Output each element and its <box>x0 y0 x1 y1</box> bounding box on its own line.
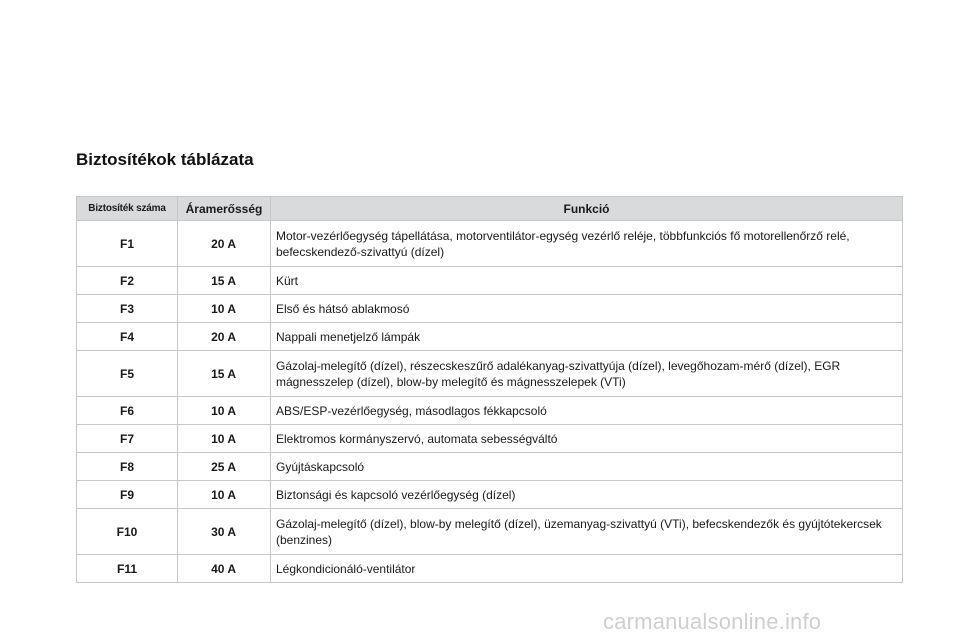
fuse-function: Gyújtáskapcsoló <box>271 453 903 481</box>
fuse-function: Biztonsági és kapcsoló vezérlőegység (dízel) <box>271 481 903 509</box>
fuse-amperage: 10 A <box>178 481 271 509</box>
fuse-number: F6 <box>77 397 178 425</box>
table-row <box>77 267 903 295</box>
fuse-function: Motor-vezérlőegység tápellátása, motorventilátor-egység vezérlő reléje, többfunkciós fő motorellenőrző relé, befecskendező-szivattyú (dízel) <box>271 221 903 267</box>
fuse-number: F8 <box>77 453 178 481</box>
fuse-table <box>76 196 903 583</box>
header-fuse-number: Biztosíték száma <box>77 197 178 221</box>
fuse-amperage: 10 A <box>178 295 271 323</box>
fuse-function: Légkondicionáló-ventilátor <box>271 555 903 583</box>
header-amperage: Áramerősség <box>178 197 271 221</box>
fuse-amperage: 10 A <box>178 425 271 453</box>
fuse-number: F11 <box>77 555 178 583</box>
fuse-amperage: 15 A <box>178 351 271 397</box>
header-function: Funkció <box>271 197 903 221</box>
page-title: Biztosítékok táblázata <box>76 150 254 169</box>
fuse-amperage: 15 A <box>178 267 271 295</box>
fuse-amperage: 20 A <box>178 323 271 351</box>
fuse-number: F1 <box>77 221 178 267</box>
fuse-amperage: 10 A <box>178 397 271 425</box>
fuse-amperage: 40 A <box>178 555 271 583</box>
fuse-function: Első és hátsó ablakmosó <box>271 295 903 323</box>
fuse-function: Kürt <box>271 267 903 295</box>
table-row <box>77 397 903 425</box>
table-row <box>77 351 903 397</box>
fuse-number: F7 <box>77 425 178 453</box>
fuse-amperage: 25 A <box>178 453 271 481</box>
table-row <box>77 295 903 323</box>
fuse-amperage: 30 A <box>178 509 271 555</box>
table-header-row <box>77 197 903 221</box>
table-row <box>77 323 903 351</box>
table-row <box>77 425 903 453</box>
fuse-number: F3 <box>77 295 178 323</box>
fuse-number: F2 <box>77 267 178 295</box>
fuse-function: Elektromos kormányszervó, automata sebességváltó <box>271 425 903 453</box>
fuse-number: F9 <box>77 481 178 509</box>
fuse-function: Gázolaj-melegítő (dízel), blow-by melegítő (dízel), üzemanyag-szivattyú (VTi), befecskendezők és gyújtótekercsek (benzines) <box>271 509 903 555</box>
table-row <box>77 509 903 555</box>
table-row <box>77 555 903 583</box>
fuse-number: F10 <box>77 509 178 555</box>
fuse-number: F5 <box>77 351 178 397</box>
watermark-text: carmanualsonline.info <box>603 609 822 634</box>
fuse-number: F4 <box>77 323 178 351</box>
table-row <box>77 221 903 267</box>
table-row <box>77 453 903 481</box>
fuse-function: ABS/ESP-vezérlőegység, másodlagos fékkapcsoló <box>271 397 903 425</box>
fuse-function: Gázolaj-melegítő (dízel), részecskeszűrő adalékanyag-szivattyúja (dízel), levegőhozam-mérő (dízel), EGR mágnesszelep (dízel), blow-by melegítő és mágnesszelepek (VTi) <box>271 351 903 397</box>
fuse-amperage: 20 A <box>178 221 271 267</box>
fuse-function: Nappali menetjelző lámpák <box>271 323 903 351</box>
table-row <box>77 481 903 509</box>
